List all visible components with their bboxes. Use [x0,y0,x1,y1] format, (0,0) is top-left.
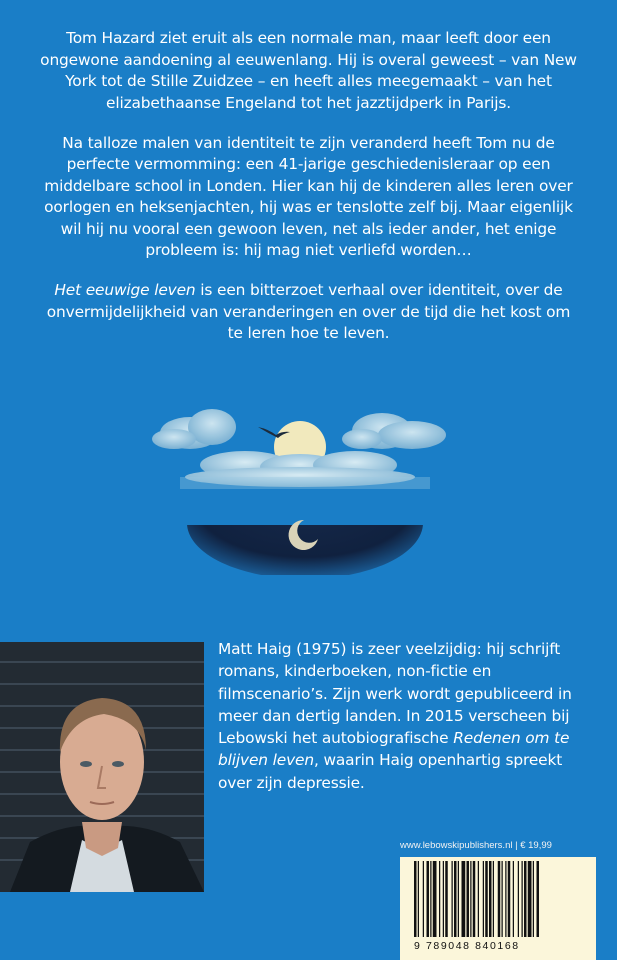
barcode-bar [467,861,470,937]
barcode-bar [473,861,476,937]
barcode-bar [478,861,479,937]
barcode-bar [533,861,534,937]
moon-clouds-illustration [150,405,460,575]
author-bio-text [218,638,598,794]
barcode-bar [452,861,453,937]
barcode-bar [414,861,417,937]
barcode-bar [423,861,424,937]
barcode-bars [400,857,596,942]
barcode-bar [483,861,484,937]
isbn-barcode [400,857,596,960]
publisher-website-price: www.lebowskipublishers.nl | € 19,99 [400,840,552,851]
barcode-bar [498,861,501,937]
barcode-bar [522,861,523,937]
author-photo [0,642,204,892]
bio-text-1: Matt Haig (1975) is zeer veelzijdig: hij schrijft romans, kinderboeken, non-fictie en filmscenario’s. Zijn werk wordt gepubliceerd in meer dan dertig landen. In 2015 verscheen bij Lebowski het autobiografische [218,640,572,748]
barcode-bar [485,861,488,937]
barcode-bar [458,861,459,937]
blurb-paragraph-3-text: is een bitterzoet verhaal over identiteit, over de onvermijdelijkheid van veranderingen en over de tijd die het kost om te leren hoe te leven. [46,281,571,342]
blurb-paragraph-1: Tom Hazard ziet eruit als een normale man, maar leeft door een ongewone aandoening al eeuwenlang. Hij is overal geweest – van New York tot de Stille Zuidzee – en heeft alles meegemaakt – van het elizabethaanse Engeland tot het jazztijdperk in Parijs. [40,29,577,112]
back-cover-blurb [40,28,577,363]
left-clouds [152,409,236,449]
barcode-bar [489,861,492,937]
barcode-bar [427,861,430,937]
blurb-paragraph-2: Na talloze malen van identiteit te zijn veranderd heeft Tom nu de perfecte vermomming: een 41-jarige geschiedenisleraar op een middelbare school in Londen. Hier kan hij de kinderen alles leren over oorlogen en heksenjachten, hij was er tenslotte zelf bij. Maar eigenlijk wil hij nu vooral een gewoon leven, net als ieder ander, het enige probleem is: hij mag niet verliefd worden… [44,133,573,259]
book-title: Het eeuwige leven [54,281,196,299]
blurb-paragraph-3 [40,280,577,345]
barcode-bar [513,861,514,937]
barcode-bar [493,861,494,937]
barcode-bar [439,861,440,937]
barcode-bar [502,861,503,937]
bio-text-2: , waarin Haig openhartig spreekt over zijn depressie. [218,751,563,792]
barcode-bar [505,861,506,937]
barcode-bar [528,861,532,937]
barcode-bar [470,861,471,937]
barcode-bar [462,861,466,937]
barcode-bar [430,861,431,937]
barcode-bar [454,861,457,937]
isbn-digits: 9 789048 840168 [414,940,520,952]
barcode-bar [537,861,540,937]
barcode-bar [418,861,419,937]
barcode-bar [443,861,444,937]
right-clouds [342,413,446,449]
barcode-bar [508,861,511,937]
author-bio [218,638,598,794]
barcode-bar [524,861,527,937]
barcode-bar [433,861,437,937]
barcode-bar [445,861,448,937]
author-portrait-image [0,642,204,892]
barcode-bar [518,861,519,937]
bio-book-title: Redenen om te blijven leven [218,729,570,770]
